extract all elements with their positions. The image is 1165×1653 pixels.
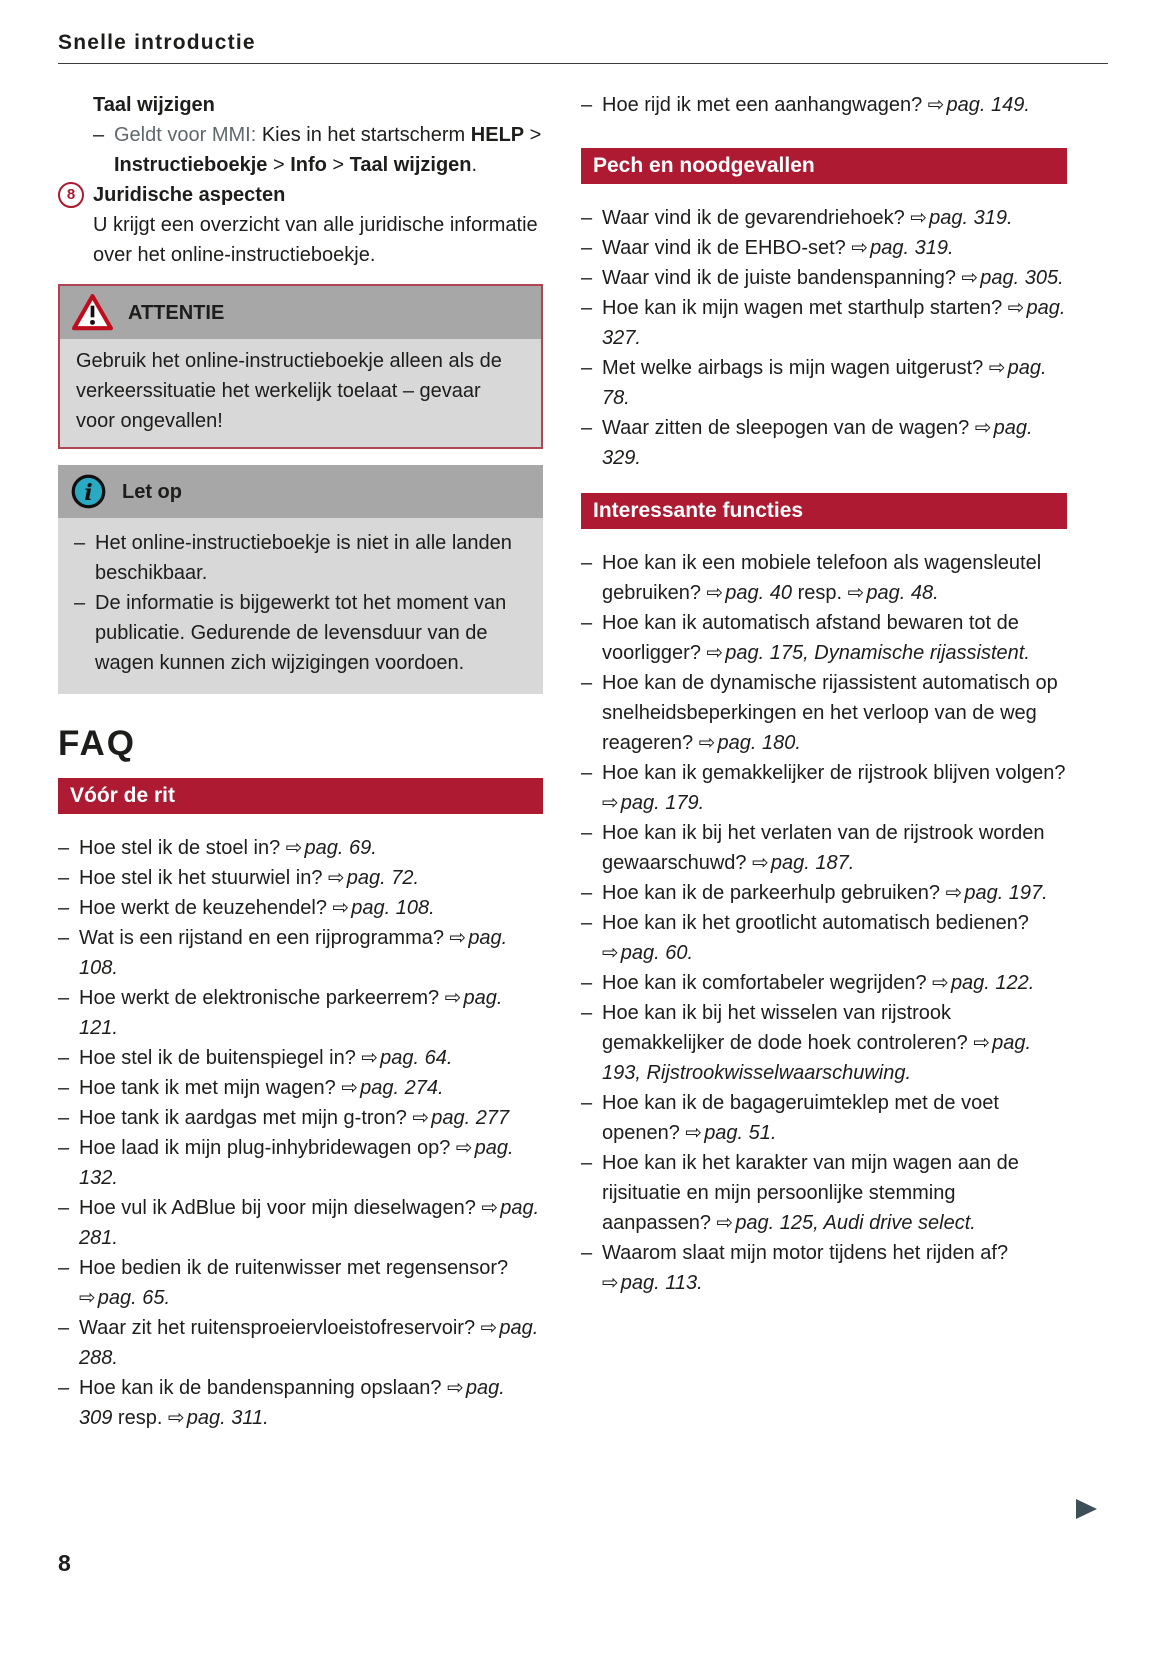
text-segment: pag. 193, Rijstrookwisselwaarschuwing. xyxy=(602,1032,1032,1084)
text-segment: pag. 281. xyxy=(79,1197,540,1249)
list-item xyxy=(58,1373,543,1433)
page-ref-arrow: ⇨ xyxy=(974,417,992,439)
faq-list-pech-en-noodgevallen xyxy=(581,203,1067,473)
page-ref-arrow: ⇨ xyxy=(973,1032,991,1054)
page-ref-arrow: ⇨ xyxy=(716,1212,734,1234)
list-dash: – xyxy=(58,1317,70,1339)
text-segment: pag. 122. xyxy=(950,972,1035,994)
list-item xyxy=(58,833,543,863)
page-ref-arrow: ⇨ xyxy=(444,987,462,1009)
text-segment: Hoe kan ik de bandenspanning opslaan? xyxy=(79,1377,448,1399)
faq-list-voor-de-rit xyxy=(58,833,543,1433)
text-segment: pag. 319. xyxy=(929,207,1013,229)
play-triangle-icon xyxy=(1076,1499,1097,1519)
text-segment: Hoe kan ik mijn wagen met starthulp starten? xyxy=(602,297,1008,319)
text-segment: pag. 125, Audi drive select. xyxy=(735,1212,976,1234)
page-ref-arrow: ⇨ xyxy=(927,94,945,116)
page-number: 8 xyxy=(58,1550,72,1576)
page-ref-arrow: ⇨ xyxy=(851,237,869,259)
text-segment: Hoe stel ik de stoel in? xyxy=(79,837,286,859)
page-ref-arrow: ⇨ xyxy=(602,942,619,964)
list-item xyxy=(58,983,543,1043)
note-box xyxy=(58,465,543,694)
text-segment: pag. 175, Dynamische rijassistent. xyxy=(725,642,1030,664)
text-segment: pag. 305. xyxy=(980,267,1064,289)
text-segment: pag. 311. xyxy=(186,1407,269,1429)
text-segment: Met welke airbags is mijn wagen uitgerust? xyxy=(602,357,989,379)
page-ref-arrow: ⇨ xyxy=(447,1377,464,1399)
page-ref-arrow: ⇨ xyxy=(328,867,345,889)
list-dash: – xyxy=(58,1077,70,1099)
text-segment: Hoe werkt de elektronische parkeerrem? xyxy=(79,987,445,1009)
text-segment: pag. 179. xyxy=(620,792,705,814)
list-item xyxy=(581,878,1067,908)
list-dash: – xyxy=(581,237,593,259)
text-segment: pag. 72. xyxy=(346,867,420,889)
page-ref-arrow: ⇨ xyxy=(285,837,303,859)
list-dash: – xyxy=(581,1152,593,1174)
text-segment: pag. 69. xyxy=(304,837,377,859)
list-item xyxy=(581,668,1067,758)
text-segment: pag. 319. xyxy=(870,237,954,259)
faq-list-interessante-functies xyxy=(581,548,1067,1298)
note-box-header xyxy=(58,465,543,518)
page-ref-arrow: ⇨ xyxy=(685,1122,703,1144)
text-segment: pag. 327. xyxy=(602,297,1066,349)
text-segment: pag. 65. xyxy=(97,1287,171,1309)
list-dash: – xyxy=(74,532,86,554)
page-ref-arrow: ⇨ xyxy=(752,852,769,874)
text-segment: pag. 149. xyxy=(946,94,1030,116)
list-item xyxy=(581,233,1067,263)
section-banner-voor-de-rit: Vóór de rit xyxy=(58,778,543,814)
text-segment: pag. 51. xyxy=(704,1122,777,1144)
list-item xyxy=(58,893,543,923)
text-segment: pag. 187. xyxy=(770,852,855,874)
list-item xyxy=(58,1193,543,1253)
list-dash: – xyxy=(581,672,593,694)
list-item xyxy=(581,548,1067,608)
text-segment: pag. 329. xyxy=(602,417,1033,469)
list-dash: – xyxy=(581,267,593,289)
page-ref-arrow: ⇨ xyxy=(332,897,350,919)
text-segment: > xyxy=(524,124,542,146)
list-item xyxy=(581,90,1067,120)
text-segment: De informatie is bijgewerkt tot het moment van publicatie. Gedurende de levensduur van de wagen kunnen zich wijzigingen voordoen. xyxy=(95,592,507,674)
page-ref-arrow: ⇨ xyxy=(167,1407,185,1429)
list-item xyxy=(581,608,1067,668)
text-segment: . xyxy=(471,154,478,176)
list-dash: – xyxy=(58,1047,70,1069)
list-dash: – xyxy=(581,297,593,319)
text-segment: Info xyxy=(290,154,327,176)
text-segment: Hoe stel ik de buitenspiegel in? xyxy=(79,1047,362,1069)
page-ref-arrow: ⇨ xyxy=(698,732,716,754)
list-dash: – xyxy=(58,837,70,859)
page-ref-arrow: ⇨ xyxy=(1007,297,1025,319)
page-ref-arrow: ⇨ xyxy=(961,267,979,289)
list-item xyxy=(58,1043,543,1073)
text-segment: pag. 48. xyxy=(866,582,939,604)
faq-list-continued xyxy=(581,90,1067,120)
page-ref-arrow: ⇨ xyxy=(988,357,1006,379)
attention-box xyxy=(58,284,543,449)
text-segment: Hoe kan ik automatisch afstand bewaren tot de voorligger? xyxy=(602,612,1019,664)
list-dash: – xyxy=(581,1002,593,1024)
page-ref-arrow: ⇨ xyxy=(602,1272,619,1294)
list-item xyxy=(58,923,543,983)
list-dash: – xyxy=(581,552,593,574)
page-ref-arrow: ⇨ xyxy=(706,582,724,604)
list-item xyxy=(581,1148,1067,1238)
text-segment: pag. 274. xyxy=(360,1077,444,1099)
page-ref-arrow: ⇨ xyxy=(79,1287,96,1309)
text-segment: Hoe kan ik bij het verlaten van de rijstrook worden gewaarschuwd? xyxy=(602,822,1045,874)
list-item xyxy=(581,293,1067,353)
list-dash: – xyxy=(58,1377,70,1399)
page-ref-arrow: ⇨ xyxy=(455,1137,473,1159)
text-segment: pag. 108. xyxy=(351,897,435,919)
text-segment: resp. xyxy=(112,1407,168,1429)
intro-paragraph: U krijgt een overzicht van alle juridische informatie over het online-instructieboekje. xyxy=(93,214,538,266)
text-segment: HELP xyxy=(470,124,525,146)
text-segment: Hoe tank ik aardgas met mijn g-tron? xyxy=(79,1107,413,1129)
text-segment: pag. 64. xyxy=(380,1047,453,1069)
text-segment: Het online-instructieboekje is niet in alle landen beschikbaar. xyxy=(95,532,512,584)
text-segment: pag. 132. xyxy=(79,1137,514,1189)
page-ref-arrow: ⇨ xyxy=(932,972,949,994)
text-segment: Hoe tank ik met mijn wagen? xyxy=(79,1077,342,1099)
text-segment: Instructieboekje xyxy=(114,154,268,176)
list-dash: – xyxy=(581,762,593,784)
warning-triangle-icon xyxy=(72,294,113,331)
list-dash: – xyxy=(58,1197,70,1219)
text-segment: pag. 180. xyxy=(717,732,801,754)
note-box-body xyxy=(58,518,543,694)
page-ref-arrow: ⇨ xyxy=(706,642,724,664)
list-dash: – xyxy=(581,1092,593,1114)
list-item xyxy=(581,758,1067,818)
text-segment: Hoe laad ik mijn plug-inhybridewagen op? xyxy=(79,1137,456,1159)
text-segment: Hoe bedien ik de ruitenwisser met regensensor? xyxy=(79,1257,509,1279)
text-segment: pag. 277 xyxy=(431,1107,510,1129)
text-segment: Hoe kan ik de bagageruimteklep met de voet openen? xyxy=(602,1092,999,1144)
right-column xyxy=(581,90,1067,1433)
text-segment: Wat is een rijstand en een rijprogramma? xyxy=(79,927,450,949)
intro-list xyxy=(93,120,543,180)
text-segment: Waarom slaat mijn motor tijdens het rijden af? xyxy=(602,1242,1009,1264)
text-segment: pag. 40 xyxy=(725,582,793,604)
intro-heading: Taal wijzigen xyxy=(93,94,215,116)
note-box-title: Let op xyxy=(122,480,182,503)
text-segment: pag. 113. xyxy=(620,1272,703,1294)
text-segment: Hoe kan ik een mobiele telefoon als wagensleutel gebruiken? xyxy=(602,552,1042,604)
attention-box-body: Gebruik het online-instructieboekje alleen als de verkeerssituatie het werkelijk toelaat – gevaar voor ongevallen! xyxy=(60,339,541,447)
text-segment: pag. 121. xyxy=(79,987,503,1039)
list-item xyxy=(58,863,543,893)
page-ref-arrow: ⇨ xyxy=(449,927,467,949)
list-item xyxy=(58,1103,543,1133)
list-item xyxy=(581,968,1067,998)
list-dash: – xyxy=(74,592,86,614)
text-segment: Geldt voor MMI: xyxy=(114,124,262,146)
page-ref-arrow: ⇨ xyxy=(412,1107,430,1129)
list-dash: – xyxy=(581,972,593,994)
page-ref-arrow: ⇨ xyxy=(361,1047,379,1069)
text-segment: Hoe rijd ik met een aanhangwagen? xyxy=(602,94,928,116)
list-item xyxy=(74,528,527,588)
list-item xyxy=(581,818,1067,878)
header-rule xyxy=(58,63,1108,64)
list-item xyxy=(58,1133,543,1193)
list-dash: – xyxy=(58,927,70,949)
text-segment: pag. 78. xyxy=(602,357,1047,409)
list-dash: – xyxy=(58,897,70,919)
list-item xyxy=(93,120,543,180)
list-dash: – xyxy=(93,124,105,146)
text-segment: Hoe kan ik het karakter van mijn wagen aan de rijsituatie en mijn persoonlijke stemming aanpassen? xyxy=(602,1152,1019,1234)
page-ref-arrow: ⇨ xyxy=(945,882,963,904)
text-segment: pag. 60. xyxy=(620,942,694,964)
page-ref-arrow: ⇨ xyxy=(910,207,928,229)
list-dash: – xyxy=(58,987,70,1009)
text-segment: Waar vind ik de juiste bandenspanning? xyxy=(602,267,962,289)
attention-box-title: ATTENTIE xyxy=(128,301,225,324)
text-segment: > xyxy=(326,154,350,176)
text-segment: Hoe werkt de keuzehendel? xyxy=(79,897,333,919)
svg-text:i: i xyxy=(84,479,93,506)
text-segment: pag. 197. xyxy=(964,882,1048,904)
list-dash: – xyxy=(581,94,593,116)
text-segment: Hoe kan ik gemakkelijker de rijstrook blijven volgen? xyxy=(602,762,1066,784)
text-segment: pag. 288. xyxy=(79,1317,539,1369)
list-dash: – xyxy=(581,207,593,229)
info-icon xyxy=(70,473,107,510)
list-dash: – xyxy=(581,882,593,904)
text-segment: Waar vind ik de gevarendriehoek? xyxy=(602,207,911,229)
page-ref-arrow: ⇨ xyxy=(480,1317,498,1339)
list-item xyxy=(581,908,1067,968)
list-item xyxy=(581,413,1067,473)
list-dash: – xyxy=(581,912,593,934)
text-segment: Hoe stel ik het stuurwiel in? xyxy=(79,867,329,889)
circled-number: 8 xyxy=(58,182,84,208)
text-segment: Taal wijzigen xyxy=(349,154,472,176)
list-item xyxy=(581,353,1067,413)
list-dash: – xyxy=(581,357,593,379)
page-ref-arrow: ⇨ xyxy=(847,582,865,604)
text-segment: > xyxy=(267,154,291,176)
list-item xyxy=(581,1238,1067,1298)
list-item xyxy=(581,203,1067,233)
list-item xyxy=(581,998,1067,1088)
text-segment: Hoe kan ik de parkeerhulp gebruiken? xyxy=(602,882,946,904)
text-segment: Waar zit het ruitensproeiervloeistofreservoir? xyxy=(79,1317,481,1339)
list-item xyxy=(581,1088,1067,1148)
text-segment: Hoe kan de dynamische rijassistent automatisch op snelheidsbeperkingen en het verloop van de weg reageren? xyxy=(602,672,1058,754)
numbered-heading xyxy=(58,180,543,210)
intro-section xyxy=(58,90,543,270)
text-segment: Hoe kan ik comfortabeler wegrijden? xyxy=(602,972,933,994)
list-dash: – xyxy=(581,1242,593,1264)
numbered-heading-label: Juridische aspecten xyxy=(93,184,286,206)
text-segment: resp. xyxy=(792,582,848,604)
list-item xyxy=(74,588,527,678)
text-segment: pag. 309 xyxy=(79,1377,505,1429)
text-segment: Kies in het startscherm xyxy=(261,124,471,146)
list-dash: – xyxy=(581,612,593,634)
text-segment: Hoe kan ik het grootlicht automatisch bedienen? xyxy=(602,912,1029,934)
text-segment: Hoe vul ik AdBlue bij voor mijn dieselwagen? xyxy=(79,1197,482,1219)
page-ref-arrow: ⇨ xyxy=(481,1197,499,1219)
faq-heading: FAQ xyxy=(58,724,136,763)
list-dash: – xyxy=(581,417,593,439)
list-item xyxy=(581,263,1067,293)
page-ref-arrow: ⇨ xyxy=(602,792,619,814)
list-dash: – xyxy=(58,867,70,889)
page-title: Snelle introductie xyxy=(58,31,256,54)
left-column xyxy=(58,90,543,1433)
list-dash: – xyxy=(581,822,593,844)
list-dash: – xyxy=(58,1137,70,1159)
attention-box-header xyxy=(60,286,541,339)
text-segment: Waar vind ik de EHBO-set? xyxy=(602,237,852,259)
two-column-layout xyxy=(58,90,1108,1433)
section-banner-interessante-functies: Interessante functies xyxy=(581,493,1067,529)
list-dash: – xyxy=(58,1107,70,1129)
text-segment: Hoe kan ik bij het wisselen van rijstrook gemakkelijker de dode hoek controleren? xyxy=(602,1002,974,1054)
text-segment: pag. 108. xyxy=(79,927,508,979)
list-dash: – xyxy=(58,1257,70,1279)
list-item xyxy=(58,1253,543,1313)
list-item xyxy=(58,1313,543,1373)
section-banner-pech-en-noodgevallen: Pech en noodgevallen xyxy=(581,148,1067,184)
list-item xyxy=(58,1073,543,1103)
page-ref-arrow: ⇨ xyxy=(341,1077,359,1099)
text-segment: Waar zitten de sleepogen van de wagen? xyxy=(602,417,975,439)
